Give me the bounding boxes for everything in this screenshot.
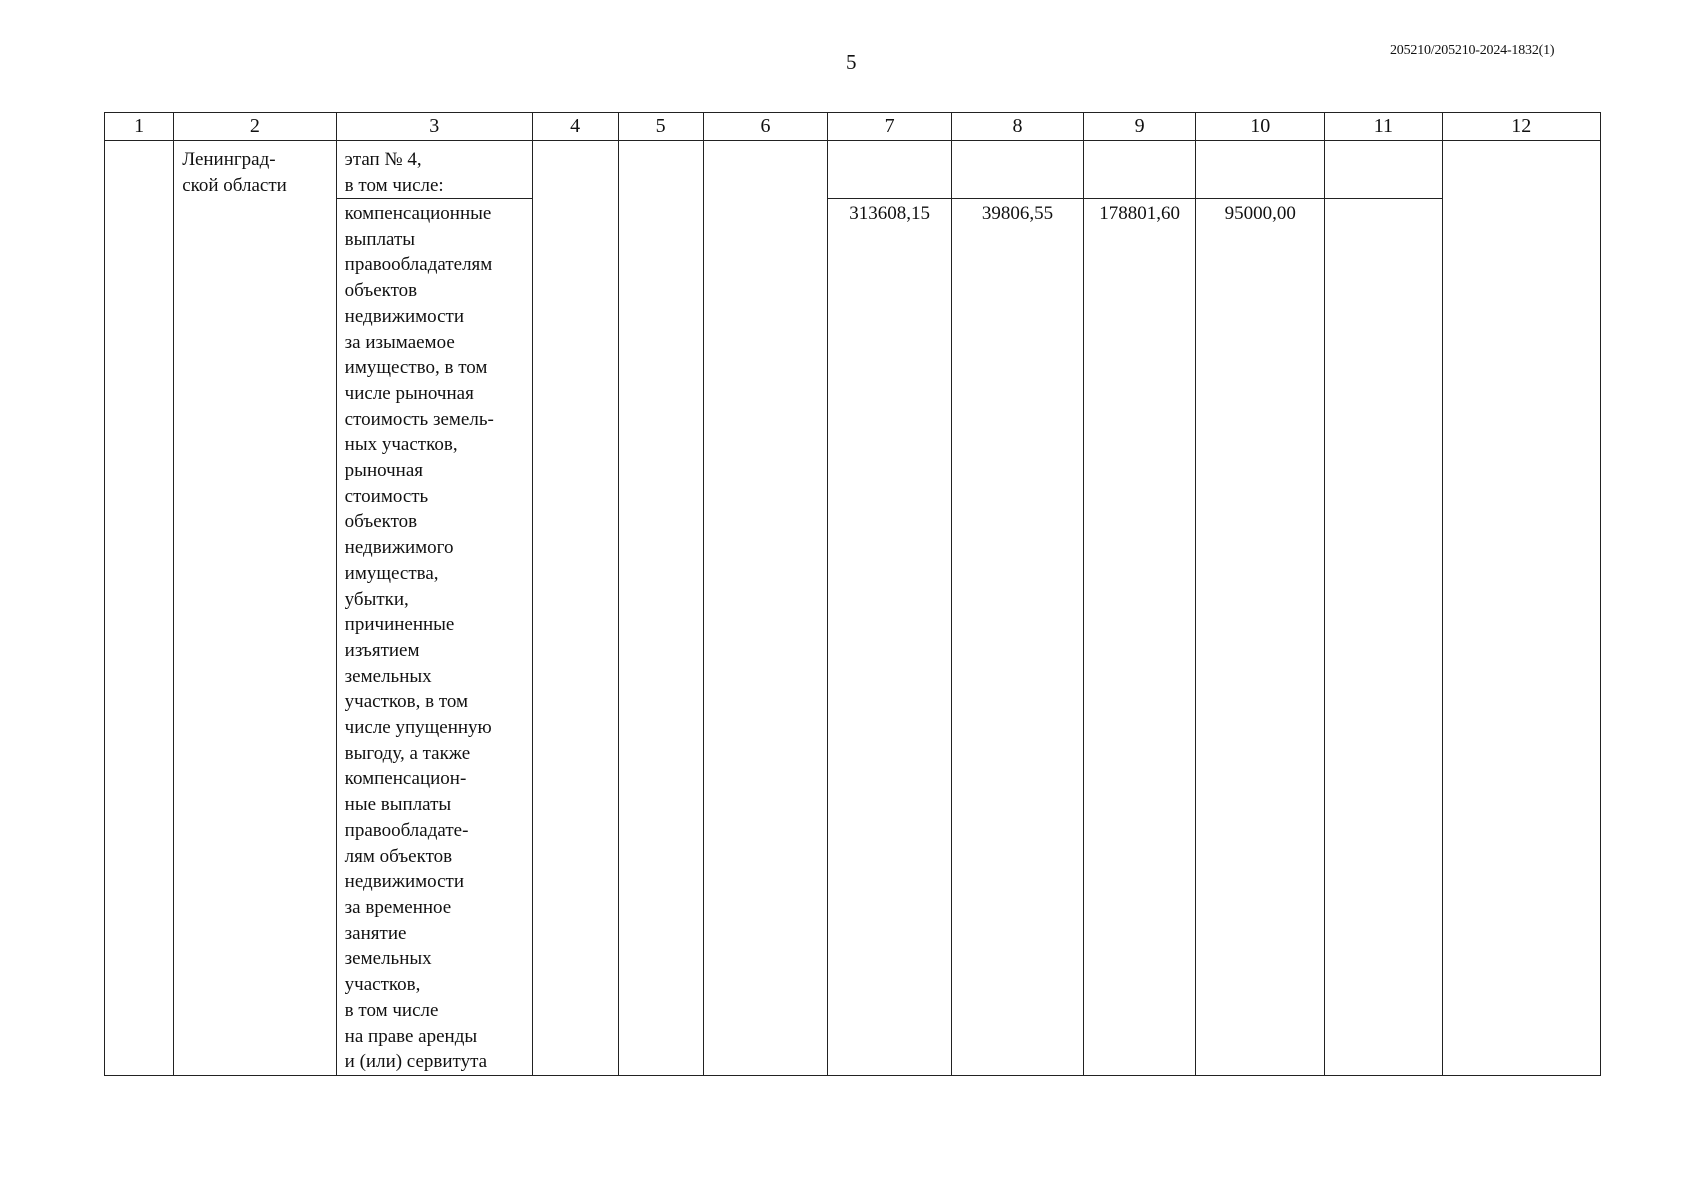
column-number: 3 (336, 113, 532, 141)
column-number-row (105, 113, 1601, 141)
column-number: 5 (618, 113, 703, 141)
value-col10: 95000,00 (1196, 199, 1325, 1076)
column-number: 6 (703, 113, 828, 141)
column-number: 7 (828, 113, 952, 141)
cell-col11-bottom (1325, 199, 1442, 1076)
cell-col7-top (828, 141, 952, 199)
stage-cell (336, 141, 532, 199)
document-id: 205210/205210-2024-1832(1) (1390, 43, 1555, 58)
page-number: 5 (846, 50, 857, 74)
column-number: 2 (174, 113, 336, 141)
cell-col9-top (1084, 141, 1196, 199)
stage-row (105, 141, 1601, 199)
cell-col8-top (952, 141, 1084, 199)
cell-col10-top (1196, 141, 1325, 199)
column-number: 9 (1084, 113, 1196, 141)
value-col7: 313608,15 (828, 199, 952, 1076)
value-col9: 178801,60 (1084, 199, 1196, 1076)
column-number: 10 (1196, 113, 1325, 141)
description-cell (336, 199, 532, 1076)
stage-text: этап № 4, в том числе: (344, 149, 444, 196)
column-number: 11 (1325, 113, 1442, 141)
value-col8: 39806,55 (952, 199, 1084, 1076)
column-number: 1 (105, 113, 174, 141)
cell-col11-top (1325, 141, 1442, 199)
column-number: 8 (952, 113, 1084, 141)
cell-col12 (1442, 141, 1600, 1076)
region-text: Ленинград- ской области (182, 149, 287, 196)
cell-col4 (532, 141, 618, 1076)
cell-col6 (703, 141, 828, 1076)
column-number: 12 (1442, 113, 1600, 141)
region-cell (174, 141, 336, 1076)
cell-col1 (105, 141, 174, 1076)
column-number: 4 (532, 113, 618, 141)
data-table (104, 112, 1601, 1076)
cell-col5 (618, 141, 703, 1076)
description-text: компенсационные выплаты правообладателям объектов недвижимости за изымаемое имущество, в том числе рыночная стоимость земель- ных участков, рыночная стоимость объектов недвижимого имущества, убытки, причиненные изъятием земельных участков, в том числе упущенную выгоду, а также компенсацион- ные выплаты правообладате- лям объектов недвижимости за временное занятие земельных участков, в том числе на праве аренды и (или) сервитута (344, 203, 494, 1073)
